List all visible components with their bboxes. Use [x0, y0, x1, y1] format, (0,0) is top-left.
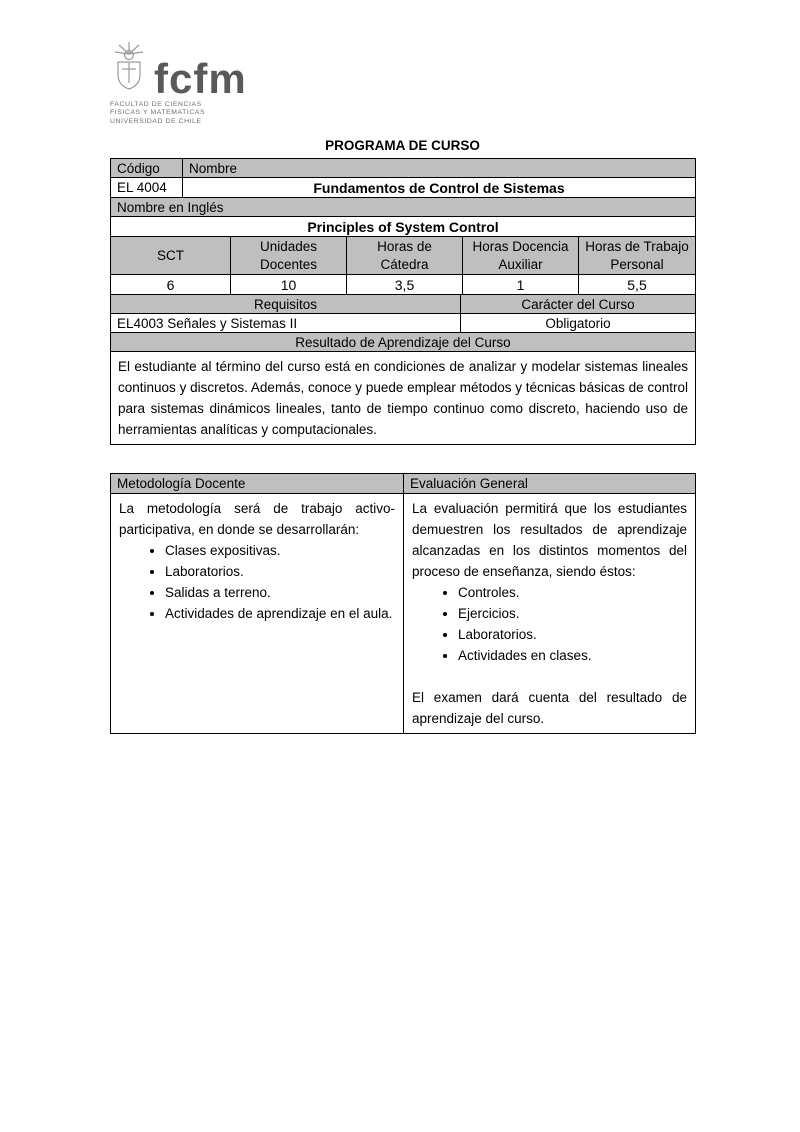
university-logo	[110, 42, 695, 126]
hours-header-catedra: Horas de Cátedra	[347, 237, 463, 275]
hours-value-sct: 6	[111, 275, 231, 295]
document-page	[110, 42, 695, 734]
requisitos-label-cell: Requisitos	[111, 295, 461, 314]
course-info-table	[110, 158, 696, 445]
hours-header-auxiliar: Horas Docencia Auxiliar	[463, 237, 579, 275]
evaluacion-outro: El examen dará cuenta del resultado de aprendizaje del curso.	[412, 690, 687, 727]
evaluacion-list	[412, 582, 687, 666]
table-row-resultado-label	[111, 333, 696, 352]
caracter-label-cell: Carácter del Curso	[461, 295, 696, 314]
table-row-codigo-nombre-values	[111, 178, 696, 198]
hours-value-unidades: 10	[231, 275, 347, 295]
evaluacion-intro: La evaluación permitirá que los estudiantes demuestren los resultados de aprendizaje alcanzadas en los distintos momentos del proceso de enseñanza, siendo éstos:	[412, 501, 687, 580]
resultado-text-cell: El estudiante al término del curso está en condiciones de analizar y modelar sistemas lineales continuos y discretos. Además, conoce y puede emplear métodos y técnicas básicas de control para sistemas dinámicos lineales, tanto de tiempo continuo como discreto, haciendo uso de herramientas analíticas y computacionales.	[111, 352, 696, 445]
table-spacer	[110, 445, 695, 473]
hours-header-personal: Horas de Trabajo Personal	[579, 237, 696, 275]
nombre-value-cell: Fundamentos de Control de Sistemas	[183, 178, 696, 198]
codigo-value-cell: EL 4004	[111, 178, 183, 198]
table-row-requisitos-labels	[111, 295, 696, 314]
table-row-nombre-ingles-value	[111, 217, 696, 237]
hours-header-unidades: Unidades Docentes	[231, 237, 347, 275]
evaluacion-header-cell: Evaluación General	[404, 474, 696, 494]
metodologia-list	[119, 540, 395, 624]
evaluacion-item: • Ejercicios.	[458, 603, 687, 624]
evaluacion-body-cell	[404, 494, 696, 734]
table-row-hours-values	[111, 275, 696, 295]
metodologia-item: • Clases expositivas.	[165, 540, 395, 561]
table-row-requisitos-values	[111, 314, 696, 333]
metodologia-item: • Salidas a terreno.	[165, 582, 395, 603]
university-crest-icon	[110, 41, 148, 98]
logo-subtext	[110, 101, 695, 126]
metodologia-intro: La metodología será de trabajo activo-participativa, en donde se desarrollarán:	[119, 501, 395, 538]
logo-subtext-line1: FACULTAD DE CIENCIAS	[110, 101, 202, 108]
metodologia-body-cell	[111, 494, 404, 734]
methodology-evaluation-table	[110, 473, 696, 734]
hours-header-sct: SCT	[111, 237, 231, 275]
evaluacion-item: • Actividades en clases.	[458, 645, 687, 666]
metodologia-header-cell: Metodología Docente	[111, 474, 404, 494]
page-title: PROGRAMA DE CURSO	[325, 138, 480, 154]
hours-value-auxiliar: 1	[463, 275, 579, 295]
table-row-codigo-nombre-labels	[111, 159, 696, 178]
nombre-ingles-label-cell: Nombre en Inglés	[111, 198, 696, 217]
codigo-label-cell: Código	[111, 159, 183, 178]
nombre-ingles-value-cell: Principles of System Control	[111, 217, 696, 237]
table-row-hours-headers	[111, 237, 696, 275]
logo-subtext-line3: UNIVERSIDAD DE CHILE	[110, 117, 202, 125]
metodologia-item: • Actividades de aprendizaje en el aula.	[165, 603, 395, 624]
table-row-method-headers	[111, 474, 696, 494]
requisitos-value-cell: EL4003 Señales y Sistemas II	[111, 314, 461, 333]
evaluacion-item: • Controles.	[458, 582, 687, 603]
metodologia-item: • Laboratorios.	[165, 561, 395, 582]
table-row-nombre-ingles-label	[111, 198, 696, 217]
fcfm-logo-text: fcfm	[154, 55, 247, 103]
table-row-resultado-text	[111, 352, 696, 445]
resultado-label-cell: Resultado de Aprendizaje del Curso	[111, 333, 696, 352]
nombre-label-cell: Nombre	[183, 159, 696, 178]
hours-value-catedra: 3,5	[347, 275, 463, 295]
logo-row	[110, 42, 695, 103]
evaluacion-item: • Laboratorios.	[458, 624, 687, 645]
caracter-value-cell: Obligatorio	[461, 314, 696, 333]
logo-subtext-line2: FISICAS Y MATEMATICAS	[110, 109, 206, 117]
hours-value-personal: 5,5	[579, 275, 696, 295]
table-row-method-body	[111, 494, 696, 734]
